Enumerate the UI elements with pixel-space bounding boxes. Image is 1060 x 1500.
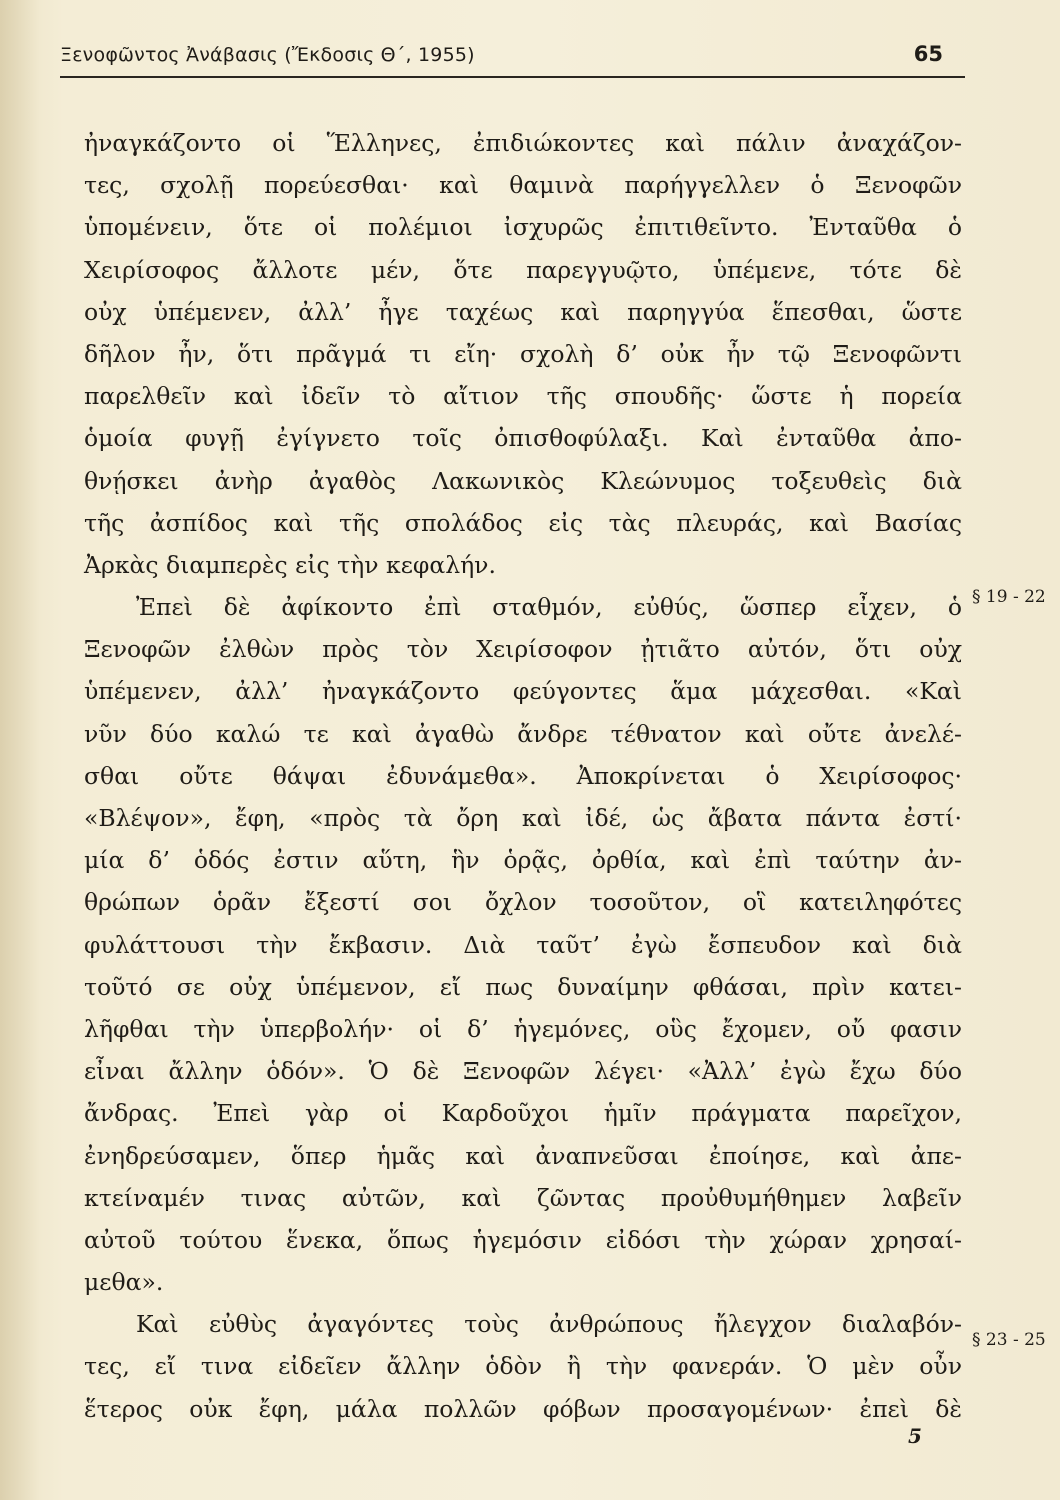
- text-line: σθαι οὔτε θάψαι ἐδυνάμεθα». Ἀποκρίνεται ὁ Χειρίσοφος·: [84, 761, 962, 790]
- text-line: μία δ’ ὁδός ἐστιν αὕτη, ἣν ὁρᾷς, ὀρθία, καὶ ἐπὶ ταύτην ἀν-: [84, 846, 962, 875]
- text-line: ἠναγκάζοντο οἱ Ἕλληνες, ἐπιδιώκοντες καὶ πάλιν ἀναχάζον-: [84, 129, 962, 157]
- text-line: Χειρίσοφος ἄλλοτε μέν, ὅτε παρεγγυῷτο, ὑπέμενε, τότε δὲ: [84, 255, 962, 284]
- page-number: 65: [913, 42, 943, 66]
- text-line: παρελθεῖν καὶ ἰδεῖν τὸ αἴτιον τῆς σπουδῆς· ὥστε ἡ πορεία: [84, 382, 962, 411]
- text-line: οὐχ ὑπέμενεν, ἀλλ’ ἦγε ταχέως καὶ παρηγγύα ἕπεσθαι, ὥστε: [84, 297, 962, 326]
- text-line: φυλάττουσι τὴν ἔκβασιν. Διὰ ταῦτ’ ἐγὼ ἔσπευδον καὶ διὰ: [84, 930, 962, 959]
- margin-section-note: § 19 - 22: [972, 587, 1046, 607]
- running-head-title: Ξενοφῶντος Ἀνάβασις (Ἔκδοσις Θ΄, 1955): [60, 44, 475, 66]
- text-line: νῦν δύο καλώ τε καὶ ἀγαθὼ ἄνδρε τέθνατον καὶ οὔτε ἀνελέ-: [84, 719, 962, 748]
- body-text: [84, 122, 962, 1430]
- text-line: ἕτερος οὐκ ἔφη, μάλα πολλῶν φόβων προσαγομένων· ἐπεὶ δὲ: [84, 1394, 962, 1423]
- text-line: ὑπομένειν, ὅτε οἱ πολέμιοι ἰσχυρῶς ἐπιτιθεῖντο. Ἐνταῦθα ὁ: [84, 213, 962, 242]
- text-line: Ἀρκὰς διαμπερὲς εἰς τὴν κεφαλήν.: [84, 550, 496, 579]
- text-line: τες, σχολῇ πορεύεσθαι· καὶ θαμινὰ παρήγγελλεν ὁ Ξενοφῶν: [84, 171, 962, 200]
- text-line: μεθα».: [84, 1268, 164, 1297]
- text-line: εἶναι ἄλλην ὁδόν». Ὁ δὲ Ξενοφῶν λέγει· «Ἀλλ’ ἐγὼ ἔχω δύο: [84, 1057, 962, 1086]
- text-line: θρώπων ὁρᾶν ἔξεστί σοι ὄχλον τοσοῦτον, οἳ κατειληφότες: [84, 888, 962, 917]
- text-line: τες, εἴ τινα εἰδεῖεν ἄλλην ὁδὸν ἢ τὴν φανεράν. Ὁ μὲν οὖν: [84, 1352, 962, 1381]
- margin-section-note: § 23 - 25: [972, 1330, 1046, 1350]
- text-line: ἄνδρας. Ἐπεὶ γὰρ οἱ Καρδοῦχοι ἡμῖν πράγματα παρεῖχον,: [84, 1099, 962, 1128]
- text-line: λῆφθαι τὴν ὑπερβολήν· οἱ δ’ ἡγεμόνες, οὓς ἔχομεν, οὔ φασιν: [84, 1014, 962, 1043]
- text-line: αὐτοῦ τούτου ἕνεκα, ὅπως ἡγεμόσιν εἰδόσι τὴν χώραν χρησαί-: [84, 1225, 962, 1254]
- text-line: ὁμοία φυγῇ ἐγίγνετο τοῖς ὀπισθοφύλαξι. Καὶ ἐνταῦθα ἀπο-: [84, 424, 962, 453]
- text-line: θνῄσκει ἀνὴρ ἀγαθὸς Λακωνικὸς Κλεώνυμος τοξευθεὶς διὰ: [84, 466, 962, 495]
- page-left-edge: [0, 0, 40, 1500]
- text-line: Ξενοφῶν ἐλθὼν πρὸς τὸν Χειρίσοφον ᾐτιᾶτο αὐτόν, ὅτι οὐχ: [84, 635, 962, 664]
- text-line: τοῦτό σε οὐχ ὑπέμενον, εἴ πως δυναίμην φθάσαι, πρὶν κατει-: [84, 972, 962, 1001]
- text-line: κτείναμέν τινας αὐτῶν, καὶ ζῶντας προὐθυμήθημεν λαβεῖν: [84, 1183, 962, 1212]
- text-line: Ἐπεὶ δὲ ἀφίκοντο ἐπὶ σταθμόν, εὐθύς, ὥσπερ εἶχεν, ὁ: [136, 593, 962, 622]
- text-line: ὑπέμενεν, ἀλλ’ ἠναγκάζοντο φεύγοντες ἅμα μάχεσθαι. «Καὶ: [84, 677, 962, 706]
- text-line: Καὶ εὐθὺς ἀγαγόντες τοὺς ἀνθρώπους ἤλεγχον διαλαβόν-: [136, 1310, 962, 1339]
- text-line: δῆλον ἦν, ὅτι πρᾶγμά τι εἴη· σχολὴ δ’ οὐκ ἦν τῷ Ξενοφῶντι: [84, 339, 962, 368]
- running-header: [60, 40, 965, 78]
- text-line: τῆς ἀσπίδος καὶ τῆς σπολάδος εἰς τὰς πλευράς, καὶ Βασίας: [84, 508, 962, 537]
- signature-mark: 5: [908, 1424, 922, 1448]
- text-line: «Βλέψον», ἔφη, «πρὸς τὰ ὄρη καὶ ἰδέ, ὡς ἄβατα πάντα ἐστί·: [84, 804, 962, 832]
- text-line: ἐνηδρεύσαμεν, ὅπερ ἡμᾶς καὶ ἀναπνεῦσαι ἐποίησε, καὶ ἀπε-: [84, 1141, 962, 1170]
